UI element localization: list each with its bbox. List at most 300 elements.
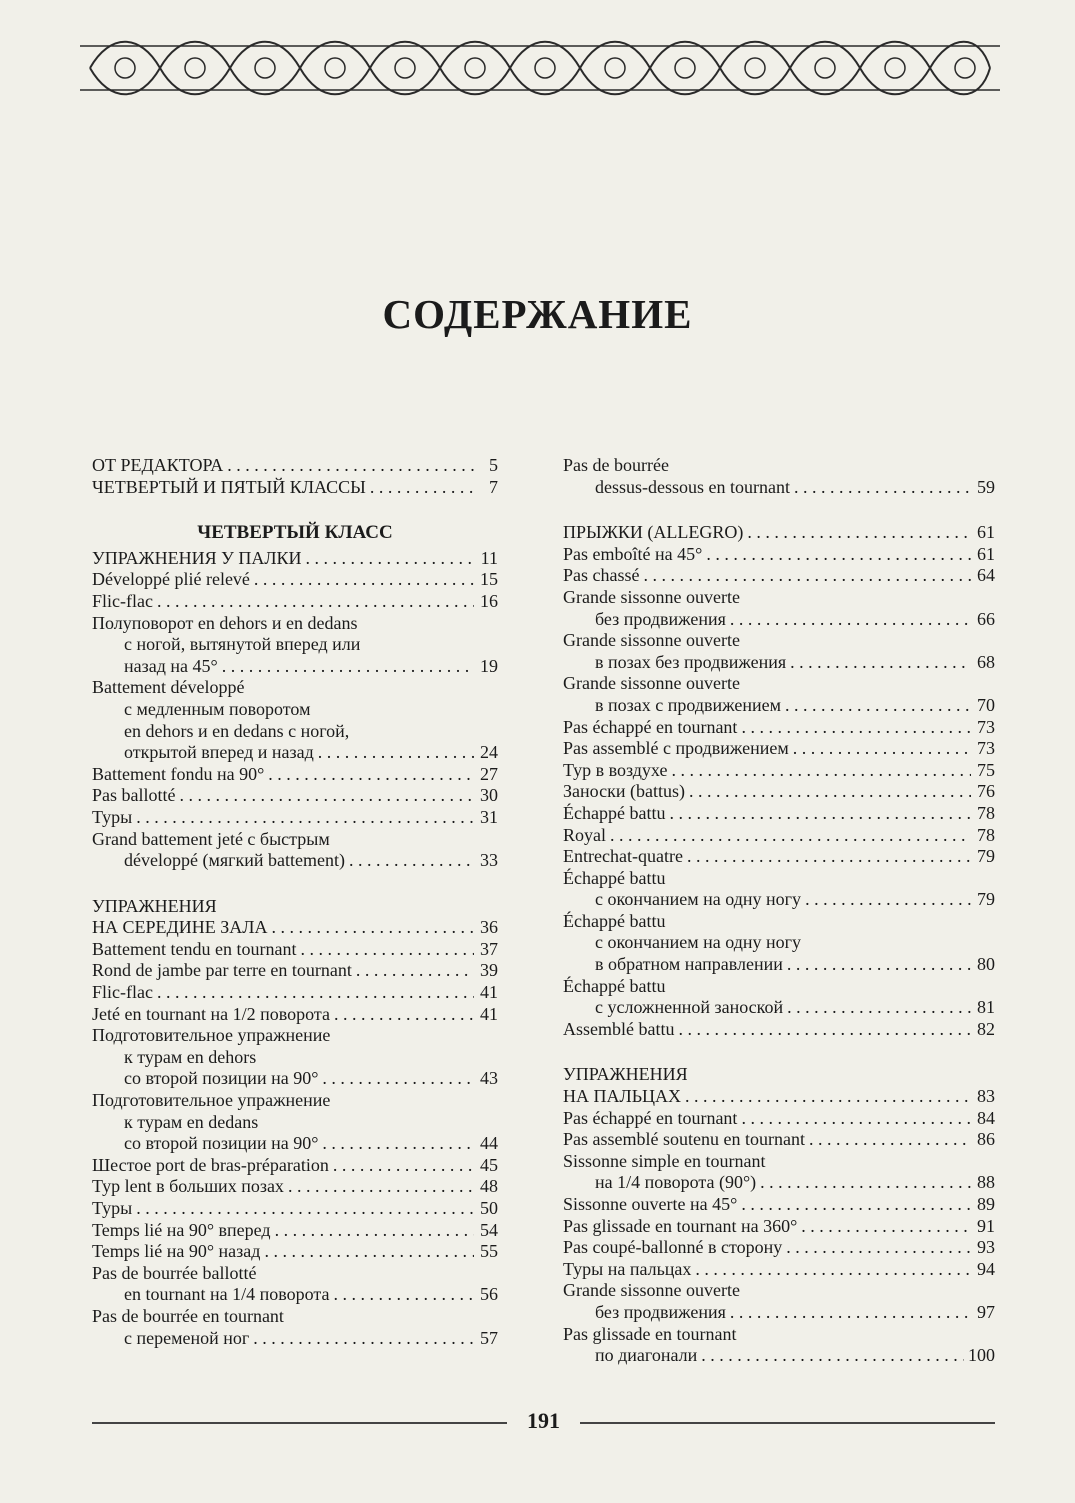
toc-entry-title: НА СЕРЕДИНЕ ЗАЛА bbox=[92, 917, 268, 938]
toc-entry bbox=[92, 1004, 498, 1026]
toc-entry bbox=[92, 1198, 498, 1220]
toc-entry-page: 73 bbox=[977, 716, 995, 737]
dot-leader bbox=[370, 477, 474, 499]
toc-entry-page: 73 bbox=[977, 738, 995, 759]
toc-entry-page: 88 bbox=[977, 1172, 995, 1193]
toc-entry bbox=[563, 717, 995, 739]
toc-entry-title: Pas échappé en tournant bbox=[563, 1107, 738, 1128]
toc-entry-row bbox=[563, 1345, 995, 1367]
dot-leader bbox=[741, 1194, 971, 1216]
toc-entry-text: Échappé battu bbox=[563, 975, 666, 996]
toc-entry-title: Pas ballotté bbox=[92, 785, 176, 806]
section-heading: ЧЕТВЕРТЫЙ КЛАСС bbox=[197, 522, 393, 544]
toc-entry-row bbox=[92, 1241, 498, 1263]
toc-entry-text: Полуповорот en dehors и en dedans bbox=[92, 612, 358, 633]
toc-entry-title: без продвижения bbox=[595, 608, 726, 629]
toc-entry-page: 56 bbox=[480, 1284, 498, 1305]
toc-entry-page: 41 bbox=[480, 982, 498, 1003]
toc-entry-page: 5 bbox=[489, 455, 498, 475]
toc-entry-text: Подготовительное упражнение bbox=[92, 1090, 331, 1111]
toc-entry-text: Pas de bourrée en tournant bbox=[92, 1305, 284, 1326]
toc-entry-row bbox=[92, 917, 498, 939]
toc-entry-row bbox=[92, 982, 498, 1004]
toc-entry-title: на 1/4 поворота (90°) bbox=[595, 1172, 757, 1193]
toc-entry-page: 57 bbox=[480, 1327, 498, 1348]
page-number: 191 bbox=[527, 1408, 560, 1433]
toc-entry-page: 93 bbox=[977, 1237, 995, 1258]
toc-entry-row bbox=[563, 738, 995, 760]
toc-entry-row bbox=[563, 846, 995, 868]
section-gap bbox=[92, 872, 498, 896]
dot-leader bbox=[288, 1176, 474, 1198]
toc-entry bbox=[92, 764, 498, 786]
toc-entry-title: Pas glissade en tournant на 360° bbox=[563, 1215, 798, 1236]
toc-entry-title: с окончанием на одну ногу bbox=[595, 889, 802, 910]
toc-entry bbox=[563, 825, 995, 847]
toc-entry-title: Battement fondu на 90° bbox=[92, 763, 265, 784]
toc-entry-title: Туры bbox=[92, 806, 133, 827]
toc-entry-title: Flic-flac bbox=[92, 590, 153, 611]
toc-entry bbox=[92, 548, 498, 570]
toc-entry bbox=[92, 982, 498, 1004]
toc-entry-page: 76 bbox=[977, 781, 995, 802]
toc-entry-text: en dehors и en dedans с ногой, bbox=[124, 720, 350, 741]
toc-entry bbox=[92, 677, 498, 763]
toc-entry-row bbox=[563, 1129, 995, 1151]
toc-entry-row bbox=[563, 1108, 995, 1130]
toc-entry-page: 94 bbox=[977, 1258, 995, 1279]
toc-entry-page: 78 bbox=[977, 824, 995, 845]
toc-entry-title: Pas échappé en tournant bbox=[563, 716, 738, 737]
toc-entry-title: Pas assemblé soutenu en tournant bbox=[563, 1129, 805, 1150]
toc-entry-page: 50 bbox=[480, 1198, 498, 1218]
toc-entry-text: Battement développé bbox=[92, 677, 245, 698]
dot-leader bbox=[669, 803, 971, 825]
dot-leader bbox=[687, 846, 971, 868]
toc-entry-row bbox=[563, 760, 995, 782]
toc-entry bbox=[92, 1176, 498, 1198]
toc-entry-title: Royal bbox=[563, 824, 606, 845]
toc-entry-page: 39 bbox=[480, 960, 498, 981]
toc-entry bbox=[92, 1263, 498, 1306]
toc-entry-title: в обратном направлении bbox=[595, 954, 783, 975]
toc-entry-title: Rond de jambe par terre en tournant bbox=[92, 960, 352, 981]
toc-entry bbox=[563, 976, 995, 1019]
toc-entry-row bbox=[92, 1068, 498, 1090]
toc-entry bbox=[563, 1019, 995, 1041]
toc-entry bbox=[563, 1259, 995, 1281]
toc-entry-page: 55 bbox=[480, 1241, 498, 1262]
toc-entry-row bbox=[92, 548, 498, 570]
toc-entry-page: 24 bbox=[480, 742, 498, 763]
toc-entry bbox=[563, 1129, 995, 1151]
toc-entry bbox=[92, 569, 498, 591]
toc-entry-row bbox=[92, 477, 498, 499]
toc-entry-page: 48 bbox=[480, 1176, 498, 1197]
dot-leader bbox=[787, 997, 971, 1019]
toc-entry-text: Sissonne simple en tournant bbox=[563, 1150, 766, 1171]
toc-entry-page: 27 bbox=[480, 763, 498, 784]
dot-leader bbox=[268, 764, 474, 786]
toc-left-column bbox=[92, 455, 498, 1349]
toc-entry-title: в позах с продвижением bbox=[595, 694, 781, 715]
toc-entry bbox=[92, 1220, 498, 1242]
dot-leader bbox=[805, 889, 971, 911]
toc-entry-text: Grande sissonne ouverte bbox=[563, 673, 740, 694]
toc-entry bbox=[563, 1108, 995, 1130]
dot-leader bbox=[794, 477, 971, 499]
toc-entry-row bbox=[92, 591, 498, 613]
toc-entry-row bbox=[563, 695, 995, 717]
toc-entry-title: с переменой ног bbox=[124, 1327, 250, 1348]
dot-leader bbox=[793, 738, 971, 760]
toc-entry-page: 15 bbox=[480, 569, 498, 590]
toc-entry-text: Grande sissonne ouverte bbox=[563, 1280, 740, 1301]
toc-entry-text: Pas de bourrée ballotté bbox=[92, 1262, 257, 1283]
toc-entry-text: с медленным поворотом bbox=[124, 698, 311, 719]
toc-entry-title: Pas chassé bbox=[563, 565, 640, 586]
toc-entry-text: к турам en dedans bbox=[124, 1111, 259, 1132]
toc-entry bbox=[563, 1237, 995, 1259]
dot-leader bbox=[157, 982, 474, 1004]
toc-entry bbox=[92, 1155, 498, 1177]
toc-entry-page: 75 bbox=[977, 759, 995, 780]
dot-leader bbox=[685, 1086, 971, 1108]
footer-rule-right bbox=[580, 1422, 995, 1424]
page-footer bbox=[92, 1408, 995, 1438]
toc-entry-page: 79 bbox=[977, 889, 995, 910]
toc-entry-title: по диагонали bbox=[595, 1345, 698, 1366]
dot-leader bbox=[334, 1004, 474, 1026]
toc-entry-page: 84 bbox=[977, 1107, 995, 1128]
toc-entry bbox=[92, 939, 498, 961]
toc-entry-row bbox=[563, 781, 995, 803]
toc-entry-title: ОТ РЕДАКТОРА bbox=[92, 455, 224, 475]
dot-leader bbox=[671, 760, 971, 782]
toc-entry-text: Grande sissonne ouverte bbox=[563, 630, 740, 651]
dot-leader bbox=[180, 785, 475, 807]
dot-leader bbox=[264, 1241, 474, 1263]
toc-entry-text: с окончанием на одну ногу bbox=[595, 932, 802, 953]
toc-entry-title: Temps lié на 90° вперед bbox=[92, 1219, 271, 1240]
toc-entry-page: 91 bbox=[977, 1215, 995, 1236]
toc-entry-row bbox=[92, 850, 498, 872]
toc-entry-row bbox=[92, 656, 498, 678]
toc-entry-page: 78 bbox=[977, 802, 995, 823]
dot-leader bbox=[760, 1172, 971, 1194]
toc-entry-text: к турам en dehors bbox=[124, 1046, 257, 1067]
dot-leader bbox=[322, 1133, 474, 1155]
toc-entry-title: Тур в воздухе bbox=[563, 759, 668, 780]
section-gap bbox=[563, 1040, 995, 1064]
toc-entry-text: Подготовительное упражнение bbox=[92, 1025, 331, 1046]
toc-entry-row bbox=[563, 889, 995, 911]
toc-entry-row bbox=[563, 652, 995, 674]
toc-entry-row bbox=[563, 803, 995, 825]
dot-leader bbox=[786, 1237, 971, 1259]
toc-entry-title: en tournant на 1/4 поворота bbox=[124, 1284, 330, 1305]
toc-entry-page: 80 bbox=[977, 954, 995, 975]
toc-entry-page: 44 bbox=[480, 1133, 498, 1154]
toc-entry-row bbox=[563, 522, 995, 544]
toc-entry-page: 33 bbox=[480, 850, 498, 871]
toc-entry-title: Шестое port de bras-préparation bbox=[92, 1154, 329, 1175]
toc-entry-title: ПРЫЖКИ (ALLEGRO) bbox=[563, 522, 744, 543]
toc-entry-row bbox=[563, 717, 995, 739]
dot-leader bbox=[333, 1155, 474, 1177]
toc-entry-row bbox=[92, 1176, 498, 1198]
dot-leader bbox=[136, 807, 474, 829]
toc-entry-page: 70 bbox=[977, 694, 995, 715]
toc-entry-row bbox=[92, 1155, 498, 1177]
toc-entry-row bbox=[92, 1133, 498, 1155]
toc-entry-page: 59 bbox=[977, 476, 995, 497]
toc-entry-row bbox=[92, 807, 498, 829]
toc-entry-page: 36 bbox=[480, 917, 498, 938]
toc-entry bbox=[563, 565, 995, 587]
toc-entry-page: 64 bbox=[977, 565, 995, 586]
toc-entry bbox=[563, 760, 995, 782]
toc-entry-page: 81 bbox=[977, 997, 995, 1018]
dot-leader bbox=[300, 939, 474, 961]
toc-entry-title: Développé plié relevé bbox=[92, 569, 250, 590]
toc-entry bbox=[563, 1216, 995, 1238]
toc-entry-row bbox=[92, 1220, 498, 1242]
toc-entry-page: 30 bbox=[480, 785, 498, 806]
toc-entry-text: Grande sissonne ouverte bbox=[563, 586, 740, 607]
toc-entry-title: с усложненной заноской bbox=[595, 997, 784, 1018]
toc-entry-page: 68 bbox=[977, 651, 995, 672]
page-title: СОДЕРЖАНИЕ bbox=[382, 291, 693, 337]
toc-entry-text: УПРАЖНЕНИЯ bbox=[92, 895, 217, 916]
toc-entry-title: назад на 45° bbox=[124, 655, 218, 676]
toc-entry-page: 66 bbox=[977, 608, 995, 629]
dot-leader bbox=[322, 1068, 474, 1090]
toc-entry bbox=[92, 829, 498, 872]
toc-entry bbox=[92, 613, 498, 678]
toc-entry-page: 82 bbox=[977, 1018, 995, 1039]
toc-entry bbox=[563, 1194, 995, 1216]
section-gap bbox=[563, 498, 995, 522]
toc-entry-title: НА ПАЛЬЦАХ bbox=[563, 1086, 682, 1107]
dot-leader bbox=[227, 455, 474, 477]
toc-entry-row bbox=[92, 742, 498, 764]
dot-leader bbox=[356, 960, 474, 982]
toc-entry-text: Échappé battu bbox=[563, 910, 666, 931]
toc-first-section bbox=[563, 455, 995, 498]
toc-entry-text: Échappé battu bbox=[563, 867, 666, 888]
toc-entry-page: 31 bbox=[480, 806, 498, 827]
toc-allegro-section bbox=[563, 522, 995, 1040]
toc-entry-title: Temps lié на 90° назад bbox=[92, 1241, 261, 1262]
dot-leader bbox=[157, 591, 474, 613]
toc-entry-row bbox=[92, 1198, 498, 1220]
toc-entry-title: ЧЕТВЕРТЫЙ И ПЯТЫЙ КЛАССЫ bbox=[92, 476, 366, 497]
dot-leader bbox=[809, 1129, 971, 1151]
toc-entry-title: Туры на пальцах bbox=[563, 1258, 692, 1279]
toc-entry-text: Pas glissade en tournant bbox=[563, 1323, 737, 1344]
toc-entry bbox=[563, 1280, 995, 1323]
toc-entry-row bbox=[92, 569, 498, 591]
toc-entry-row bbox=[563, 1172, 995, 1194]
toc-entry-page: 61 bbox=[977, 522, 995, 543]
toc-entry-row bbox=[563, 1237, 995, 1259]
toc-barre-section bbox=[92, 548, 498, 872]
toc-entry-row bbox=[92, 1328, 498, 1350]
toc-entry bbox=[92, 896, 498, 939]
toc-entry-row bbox=[563, 544, 995, 566]
toc-entry bbox=[92, 1241, 498, 1263]
dot-leader bbox=[136, 1198, 474, 1220]
toc-entry-row bbox=[92, 455, 498, 477]
dot-leader bbox=[790, 652, 971, 674]
dot-leader bbox=[306, 548, 474, 570]
toc-entry-page: 37 bbox=[480, 938, 498, 959]
toc-entry-row bbox=[92, 785, 498, 807]
toc-entry bbox=[563, 544, 995, 566]
toc-entry bbox=[563, 1324, 995, 1367]
toc-entry-title: открытой вперед и назад bbox=[124, 742, 314, 763]
dot-leader bbox=[275, 1220, 474, 1242]
toc-entry-row bbox=[563, 1194, 995, 1216]
toc-entry-title: Туры bbox=[92, 1198, 133, 1218]
toc-entry-title: Pas coupé-ballonné в сторону bbox=[563, 1237, 783, 1258]
dot-leader bbox=[701, 1345, 964, 1367]
toc-entry-title: Flic-flac bbox=[92, 982, 153, 1003]
toc-entry-title: Pas emboîté на 45° bbox=[563, 543, 703, 564]
toc-entry-text: с ногой, вытянутой вперед или bbox=[124, 634, 361, 655]
toc-entry-title: Entrechat-quatre bbox=[563, 846, 683, 867]
toc-entry-row bbox=[92, 1284, 498, 1306]
dot-leader bbox=[222, 656, 474, 678]
toc-entry-title: Assemblé battu bbox=[563, 1018, 675, 1039]
dot-leader bbox=[643, 565, 971, 587]
toc-entry-row bbox=[563, 477, 995, 499]
toc-pointe-section bbox=[563, 1064, 995, 1366]
toc-entry bbox=[92, 455, 498, 477]
toc-entry bbox=[92, 477, 498, 499]
toc-entry bbox=[92, 1025, 498, 1090]
toc-entry bbox=[92, 1090, 498, 1155]
dot-leader bbox=[730, 1302, 971, 1324]
toc-entry-text: Grand battement jeté с быстрым bbox=[92, 828, 330, 849]
toc-entry-page: 54 bbox=[480, 1219, 498, 1240]
dot-leader bbox=[253, 1328, 474, 1350]
toc-entry-title: dessus-dessous en tournant bbox=[595, 476, 790, 497]
toc-entry bbox=[563, 630, 995, 673]
toc-entry bbox=[92, 591, 498, 613]
toc-entry-row bbox=[563, 565, 995, 587]
toc-entry bbox=[563, 673, 995, 716]
toc-entry-row bbox=[92, 939, 498, 961]
toc-entry-row bbox=[563, 997, 995, 1019]
dot-leader bbox=[610, 825, 971, 847]
dot-leader bbox=[747, 522, 971, 544]
toc-entry-title: без продвижения bbox=[595, 1301, 726, 1322]
toc-entry-text: УПРАЖНЕНИЯ bbox=[563, 1064, 688, 1085]
toc-entry bbox=[92, 960, 498, 982]
toc-entry-title: Sissonne ouverte на 45° bbox=[563, 1194, 738, 1214]
toc-entry-row bbox=[563, 609, 995, 631]
toc-entry-title: Тур lent в больших позах bbox=[92, 1176, 284, 1197]
toc-right-column bbox=[563, 455, 995, 1367]
toc-entry bbox=[563, 1151, 995, 1194]
toc-entry-page: 45 bbox=[480, 1154, 498, 1175]
toc-entry-page: 89 bbox=[977, 1194, 995, 1214]
toc-entry-title: УПРАЖНЕНИЯ У ПАЛКИ bbox=[92, 547, 302, 568]
toc-entry bbox=[92, 1306, 498, 1349]
toc-entry-row bbox=[92, 960, 498, 982]
toc-entry bbox=[563, 587, 995, 630]
toc-entry-page: 11 bbox=[480, 547, 498, 568]
toc-entry-row bbox=[563, 1019, 995, 1041]
dot-leader bbox=[349, 850, 474, 872]
toc-front-section bbox=[92, 455, 498, 498]
dot-leader bbox=[706, 544, 971, 566]
toc-entry bbox=[563, 1064, 995, 1107]
toc-entry-title: Заноски (battus) bbox=[563, 781, 685, 802]
dot-leader bbox=[318, 742, 474, 764]
dot-leader bbox=[689, 781, 971, 803]
dot-leader bbox=[785, 695, 971, 717]
dot-leader bbox=[741, 1108, 971, 1130]
toc-entry-title: Échappé battu bbox=[563, 802, 666, 823]
dot-leader bbox=[333, 1284, 474, 1306]
toc-entry bbox=[563, 803, 995, 825]
dot-leader bbox=[254, 569, 474, 591]
toc-entry bbox=[563, 781, 995, 803]
toc-entry-row bbox=[563, 825, 995, 847]
toc-entry-title: Pas assemblé с продвижением bbox=[563, 738, 789, 759]
dot-leader bbox=[730, 609, 971, 631]
toc-entry-page: 7 bbox=[489, 476, 498, 497]
dot-leader bbox=[695, 1259, 971, 1281]
toc-entry-title: в позах без продвижения bbox=[595, 651, 787, 672]
toc-centre-section bbox=[92, 896, 498, 1349]
toc-entry bbox=[563, 522, 995, 544]
toc-entry bbox=[92, 807, 498, 829]
toc-entry-row bbox=[92, 1004, 498, 1026]
toc-entry-row bbox=[563, 954, 995, 976]
toc-entry-page: 86 bbox=[977, 1129, 995, 1150]
toc-entry-title: Jeté en tournant на 1/2 поворота bbox=[92, 1003, 330, 1024]
toc-entry-page: 100 bbox=[968, 1345, 995, 1366]
toc-entry-page: 43 bbox=[480, 1068, 498, 1089]
toc-entry-row bbox=[563, 1302, 995, 1324]
dot-leader bbox=[787, 954, 971, 976]
dot-leader bbox=[678, 1019, 971, 1041]
toc-entry bbox=[563, 911, 995, 976]
toc-entry-row bbox=[563, 1259, 995, 1281]
toc-entry bbox=[92, 785, 498, 807]
toc-entry bbox=[563, 455, 995, 498]
dot-leader bbox=[741, 717, 971, 739]
toc-entry bbox=[563, 868, 995, 911]
toc-entry-text: Pas de bourrée bbox=[563, 455, 669, 475]
toc-entry-title: Battement tendu en tournant bbox=[92, 938, 297, 959]
toc-entry-page: 97 bbox=[977, 1301, 995, 1322]
toc-entry-page: 79 bbox=[977, 846, 995, 867]
toc-entry-row bbox=[563, 1086, 995, 1108]
dot-leader bbox=[801, 1216, 971, 1238]
toc-entry bbox=[563, 738, 995, 760]
toc-entry-page: 16 bbox=[480, 590, 498, 611]
toc-entry-page: 41 bbox=[480, 1003, 498, 1024]
toc-entry-title: со второй позиции на 90° bbox=[124, 1068, 319, 1089]
toc-entry-row bbox=[92, 764, 498, 786]
toc-entry-page: 61 bbox=[977, 543, 995, 564]
toc-entry bbox=[563, 846, 995, 868]
